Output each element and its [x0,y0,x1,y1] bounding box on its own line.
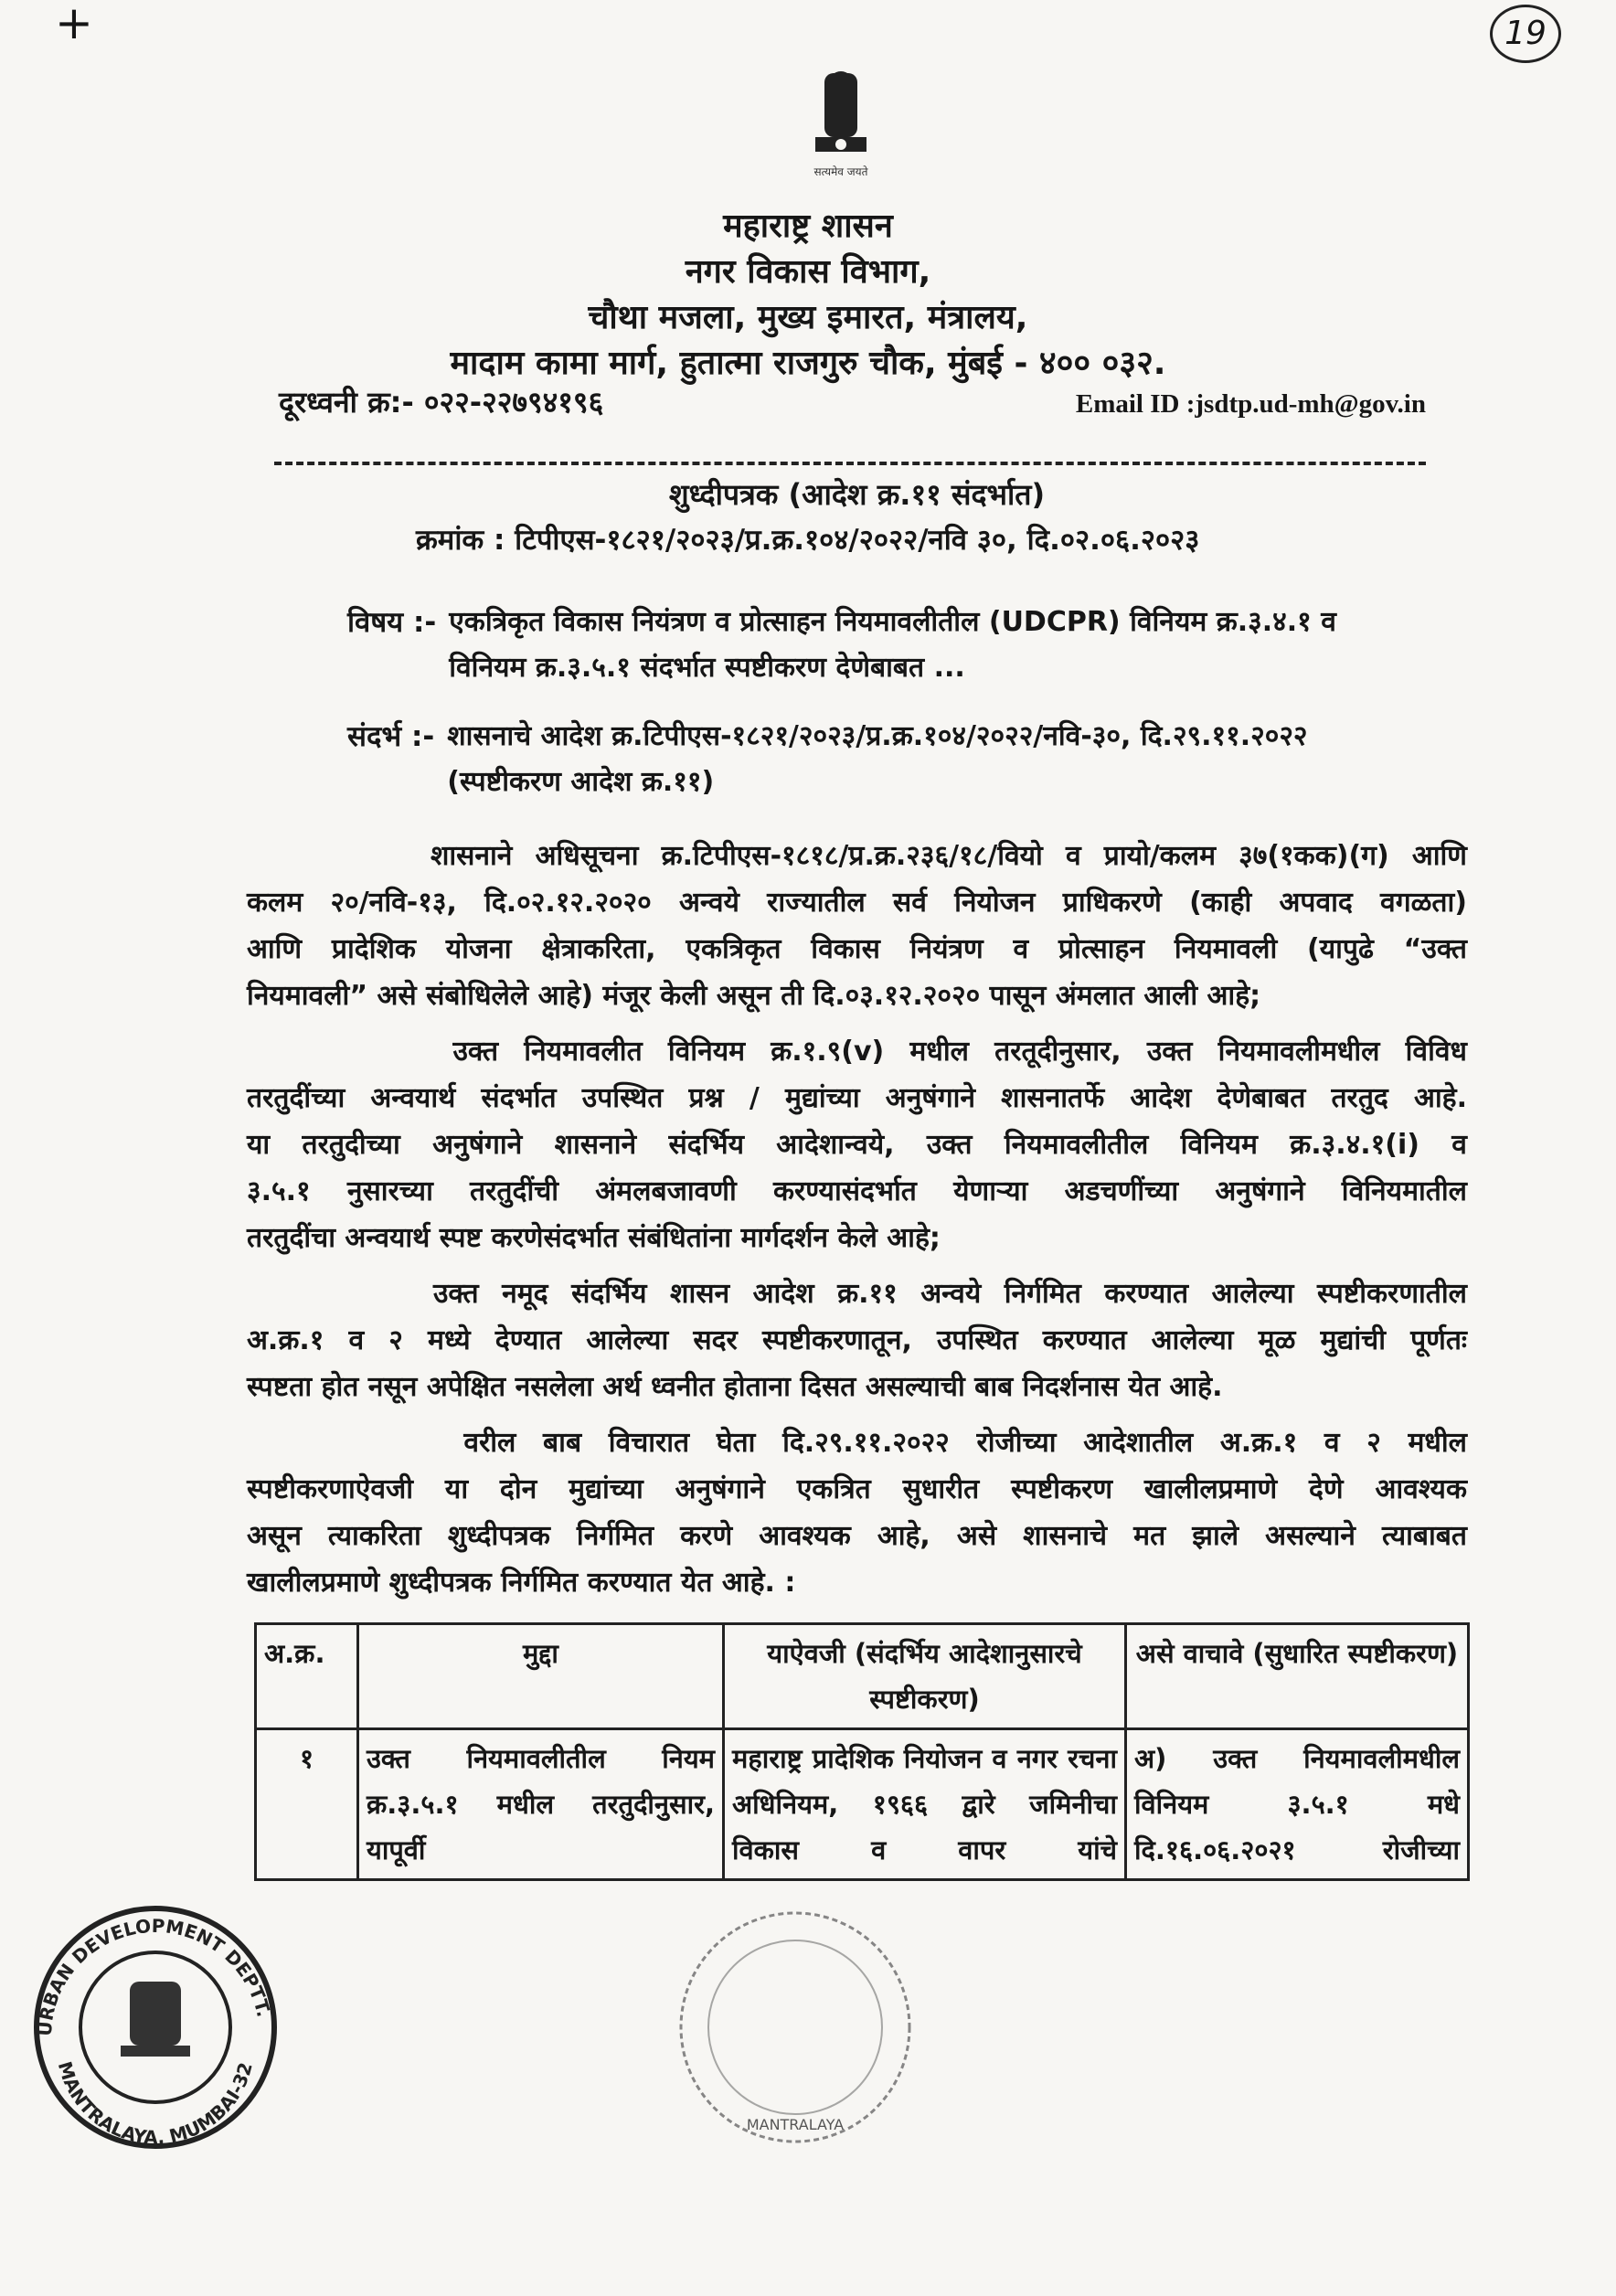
round-stamp-text: MANTRALAYA [746,2116,845,2133]
page-number-circle [1490,5,1561,63]
column-header-instead-of: याऐवजी (संदर्भिय आदेशानुसारचे स्पष्टीकरण) [724,1624,1126,1729]
department-seal-stamp [18,1890,292,2164]
emblem-motto: सत्यमेव जयते [813,165,868,178]
reference-number-value: टिपीएस-१८२१/२०२३/प्र.क्र.१०४/२०२२/नवि ३०, दि.०२.०६.२०२३ [515,524,1200,557]
body-line: स्पष्टीकरणाऐवजी या दोन मुद्यांच्या अनुषंगाने एकत्रित सुधारीत स्पष्टीकरण खालीलप्रमाणे देणे आवश्यक [247,1473,1467,1505]
body-line: या तरतुदीच्या अनुषंगाने शासनाने संदर्भिय आदेशान्वये, उक्त नियमावलीतील विनियम क्र.३.४.१(i) व [247,1129,1467,1161]
header-phone: दूरध्वनी क्र:- ०२२-२२७९४१९६ [279,385,604,420]
reference-number-label: क्रमांक : [416,524,505,557]
subject-label: विषय :- [347,606,437,639]
corrigendum-table [254,1622,1470,1881]
reference-line-1: शासनाचे आदेश क्र.टिपीएस-१८२१/२०२३/प्र.क्र.१०४/२०२२/नवि-३०, दि.२९.११.२०२२ [447,720,1308,752]
document-main [33,473,1467,2164]
body-line: स्पष्टता होत नसून अपेक्षित नसलेला अर्थ ध्वनीत होताना दिसत असल्याची बाब निदर्शनास येत आहे. [247,1371,1223,1403]
body-line: असून त्याकरिता शुध्दीपत्रक निर्गमित करणे आवश्यक आहे, असे शासनाचे मत झाले असल्याने त्याबाबत [247,1520,1467,1552]
round-office-stamp [658,1890,932,2164]
body-line: खालीलप्रमाणे शुध्दीपत्रक निर्गमित करण्यात येत आहे. : [247,1567,796,1599]
cell-serial: १ [256,1729,358,1880]
document-title: शुध्दीपत्रक (आदेश क्र.११ संदर्भात) [668,477,1046,512]
header-govt: महाराष्ट्र शासन [723,207,893,245]
stamps-row [18,1890,1467,2164]
body-line: ३.५.१ नुसारच्या तरतुदींची अंमलबजावणी करण्यासंदर्भात येणाऱ्या अडचणींच्या अनुषंगाने विनियमातील [247,1175,1467,1207]
table-row [256,1729,1469,1880]
cell-read-as: अ) उक्त नियमावलीमधील विनियम ३.५.१ मधे दि.१६.०६.२०२१ रोजीच्या [1126,1729,1469,1880]
subject-block [247,600,1467,691]
body-text [247,833,1467,1606]
reference-block [247,714,1467,805]
body-line: शासनाने अधिसूचना क्र.टिपीएस-१८१८/प्र.क्र.२३६/१८/वियो व प्रायो/कलम ३७(१कक)(ग) आणि [247,840,1467,872]
body-line: उक्त नियमावलीत विनियम क्र.१.९(v) मधील तरतूदीनुसार, उक्त नियमावलीमधील विविध [247,1036,1467,1068]
column-header-read-as: असे वाचावे (सुधारित स्पष्टीकरण) [1126,1624,1469,1729]
header-divider [274,462,1426,465]
body-line: आणि प्रादेशिक योजना क्षेत्राकरिता, एकत्रिकृत विकास नियंत्रण व प्रोत्साहन नियमावली (यापुढे “उक्त [247,933,1467,965]
reference-number [247,519,1467,561]
cell-issue: उक्त नियमावलीतील नियम क्र.३.५.१ मधील तरतुदीनुसार, यापूर्वी [358,1729,724,1880]
page-number: 19 [1504,15,1547,52]
column-header-serial: अ.क्र. [256,1624,358,1729]
header-address: मादाम कामा मार्ग, हुतात्मा राजगुरु चौक, मुंबई - ४०० ०३२. [450,345,1166,382]
body-line: नियमावली” असे संबोधिलेले आहे) मंजूर केली असून ती दि.०३.१२.२०२० पासून अंमलात आली आहे; [247,980,1261,1012]
header-floor: चौथा मजला, मुख्य इमारत, मंत्रालय, [588,299,1028,336]
body-line: कलम २०/नवि-१३, दि.०२.१२.२०२० अन्वये राज्यातील सर्व नियोजन प्राधिकरणे (काही अपवाद वगळता) [247,887,1467,919]
reference-label: संदर्भ :- [347,720,435,753]
seal-text-top: URBAN DEVELOPMENT DEPTT. [33,1914,275,2037]
header-contact-row [279,382,1426,421]
cell-instead-of: महाराष्ट्र प्रादेशिक नियोजन व नगर रचना अधिनियम, १९६६ द्वारे जमिनीचा विकास व वापर यांचे [724,1729,1126,1880]
column-header-issue: मुद्दा [358,1624,724,1729]
body-line: उक्त नमूद संदर्भिय शासन आदेश क्र.११ अन्वये निर्गमित करण्यात आलेल्या स्पष्टीकरणातील [247,1278,1467,1310]
header-department: नगर विकास विभाग, [685,253,931,291]
body-line: तरतुदींच्या अन्वयार्थ संदर्भात उपस्थित प्रश्न / मुद्यांच्या अनुषंगाने शासनातर्फे आदेश देणेबाबत तरतुद आहे. [247,1082,1467,1114]
corner-mark: + [55,0,93,49]
body-line: अ.क्र.१ व २ मध्ये देण्यात आलेल्या सदर स्पष्टीकरणातून, उपस्थित करण्यात आलेल्या मूळ मुद्यांची पूर्णतः [247,1324,1467,1356]
seal-text-bottom: MANTRALAYA, MUMBAI-32 [53,2058,257,2149]
reference-line-2: (स्पष्टीकरण आदेश क्र.११) [447,766,715,798]
subject-line-2: विनियम क्र.३.५.१ संदर्भात स्पष्टीकरण देणेबाबत ... [449,652,965,684]
table-header-row [256,1624,1469,1729]
body-line: वरील बाब विचारात घेता दि.२९.११.२०२२ रोजीच्या आदेशातील अ.क्र.१ व २ मधील [247,1427,1467,1459]
national-emblem-icon [786,64,896,197]
header-email[interactable]: Email ID :jsdtp.ud-mh@gov.in [1075,389,1426,419]
body-line: तरतुदींचा अन्वयार्थ स्पष्ट करणेसंदर्भात संबंधितांना मार्गदर्शन केले आहे; [247,1222,941,1254]
subject-line-1: एकत्रिकृत विकास नियंत्रण व प्रोत्साहन नियमावलीतील (UDCPR) विनियम क्र.३.४.१ व [449,606,1336,638]
